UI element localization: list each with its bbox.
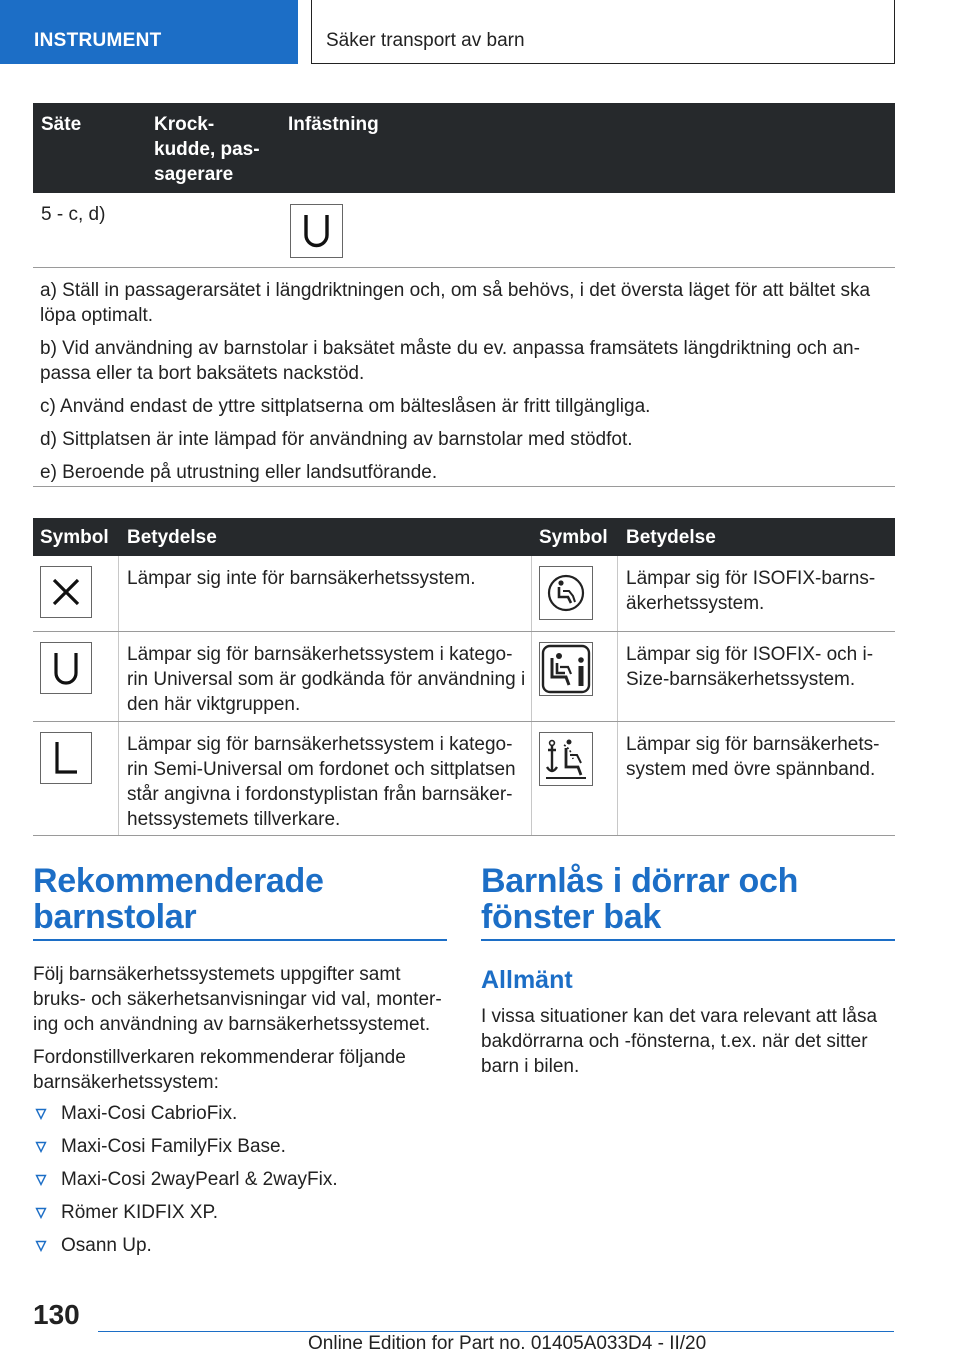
table1-header	[33, 103, 895, 193]
footnote-b: b) Vid användning av barnstolar i baksätet måste du ev. anpassa framsätets längdriktning och an-passa eller ta bort baksätets nackstöd.	[40, 338, 860, 384]
table2-header	[33, 518, 895, 556]
footnote-d: d) Sittplatsen är inte lämpad för användning av barnstolar med stödfot.	[40, 429, 633, 450]
table2-row2-meaning-2: Lämpar sig för ISOFIX- och i-Size-barnsäkerhetssystem.	[626, 644, 874, 690]
table2-row2-rule	[33, 721, 895, 722]
childlock-heading: Barnlås i dörrar och fönster bak	[481, 862, 799, 936]
table2-col-symbol-1: Symbol	[40, 527, 109, 548]
isofix-icon	[539, 566, 593, 620]
table2-row3-meaning-1: Lämpar sig för barnsäkerhetssystem i katego-rin Semi-Universal om fordonet och sittplatsen står angivna i fordonstyplistan från barnsäker-hetssystemets tillverkare.	[127, 734, 516, 830]
table2-row3-meaning-2: Lämpar sig för barnsäkerhets-system med övre spännband.	[626, 734, 880, 780]
triangle-bullet-icon	[35, 1207, 47, 1219]
footer-edition: Online Edition for Part no. 01405A033D4 - II/20	[308, 1333, 707, 1354]
triangle-bullet-icon	[35, 1108, 47, 1120]
notes-bottom-rule	[33, 486, 895, 487]
list-item: Maxi-Cosi CabrioFix.	[33, 1101, 447, 1134]
isize-icon	[539, 642, 593, 696]
list-item: Osann Up.	[33, 1233, 447, 1266]
section-label: INSTRUMENT	[34, 30, 162, 51]
footnote-c: c) Använd endast de yttre sittplatserna om bälteslåsen är fritt tillgängliga.	[40, 396, 651, 417]
table2-row2-meaning-1: Lämpar sig för barnsäkerhetssystem i katego-rin Universal som är godkända för användning i den här viktgruppen.	[127, 644, 526, 715]
recommended-paragraph-1: Följ barnsäkerhetssystemets uppgifter samt bruks- och säkerhetsanvisningar vid val, monter-ing och användning av barnsäkerhetssystemet.	[33, 964, 442, 1035]
childlock-subheading: Allmänt	[481, 966, 573, 994]
footer-rule	[98, 1331, 894, 1332]
table2-row1-meaning-2: Lämpar sig för ISOFIX-barns-äkerhetssystem.	[626, 568, 876, 614]
table2-row1-rule	[33, 631, 895, 632]
table2-col-symbol-2: Symbol	[539, 527, 608, 548]
table2-divider-3	[617, 556, 618, 836]
table2-divider-2	[531, 556, 532, 836]
table1-col-mounting: Infästning	[288, 114, 379, 135]
universal-u-icon	[290, 204, 343, 258]
recommended-heading: Rekommenderade barnstolar	[33, 862, 324, 936]
cross-icon	[40, 566, 92, 618]
page-number: 130	[33, 1299, 80, 1330]
page-header	[311, 0, 895, 64]
footnote-a: a) Ställ in passagerarsätet i längdriktningen och, om så behövs, i det översta läget för att bältet ska löpa optimalt.	[40, 280, 871, 326]
table2-col-meaning-2: Betydelse	[626, 527, 716, 548]
recommended-paragraph-2: Fordonstillverkaren rekommenderar följande barnsäkerhetssystem:	[33, 1047, 406, 1093]
semi-universal-l-icon	[40, 732, 92, 784]
recommended-heading-rule	[33, 939, 447, 941]
table2-col-meaning-1: Betydelse	[127, 527, 217, 548]
tether-icon	[539, 732, 593, 786]
list-item: Maxi-Cosi FamilyFix Base.	[33, 1134, 447, 1167]
list-item: Römer KIDFIX XP.	[33, 1200, 447, 1233]
table1-col-seat: Säte	[41, 114, 82, 135]
childlock-paragraph: I vissa situationer kan det vara relevant att låsa bakdörrarna och -fönsterna, t.ex. när det sitter barn i bilen.	[481, 1006, 878, 1077]
universal-u-icon	[40, 642, 92, 694]
table1-bottom-rule	[33, 267, 895, 268]
footnote-e: e) Beroende på utrustning eller landsutförande.	[40, 462, 438, 483]
footnotes	[40, 278, 880, 493]
triangle-bullet-icon	[35, 1141, 47, 1153]
table1-col-airbag: Krock- kudde, pas- sagerare	[154, 114, 260, 185]
section-tab	[0, 0, 298, 64]
triangle-bullet-icon	[35, 1240, 47, 1252]
childlock-heading-rule	[481, 939, 895, 941]
table2-bottom-rule	[33, 835, 895, 836]
triangle-bullet-icon	[35, 1174, 47, 1186]
table1-seat-value: 5 - c, d)	[41, 204, 106, 225]
table2-row1-meaning-1: Lämpar sig inte för barnsäkerhetssystem.	[127, 568, 476, 589]
recommended-list	[33, 1101, 447, 1266]
list-item: Maxi-Cosi 2wayPearl & 2wayFix.	[33, 1167, 447, 1200]
recommended-text	[33, 962, 447, 1103]
page-header-title: Säker transport av barn	[326, 30, 525, 51]
table2-divider-1	[118, 556, 119, 836]
